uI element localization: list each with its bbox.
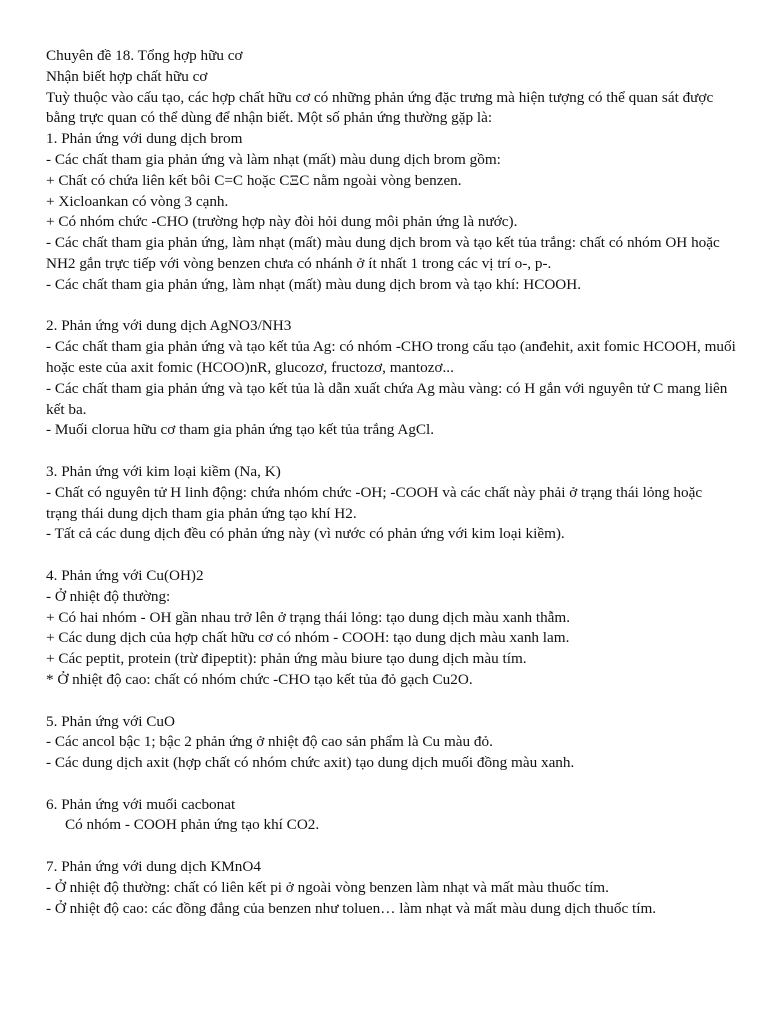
section-heading: 7. Phản ứng với dung dịch KMnO4	[46, 858, 261, 876]
spacer	[46, 691, 736, 712]
section-line: - Các chất tham gia phản ứng và làm nhạt (mất) màu dung dịch brom gồm:	[46, 150, 501, 168]
section-line: - Các dung dịch axit (hợp chất có nhóm chức axit) tạo dung dịch muối đồng màu xanh.	[46, 754, 575, 772]
section-line: - Các ancol bậc 1; bậc 2 phản ứng ở nhiệt độ cao sản phẩm là Cu màu đỏ.	[46, 733, 493, 751]
section-line: - Ở nhiệt độ cao: các đồng đẳng của benzen như toluen… làm nhạt và mất màu dung dịch thuốc tím.	[46, 899, 657, 917]
section-line: - Tất cả các dung dịch đều có phản ứng này (vì nước có phản ứng với kim loại kiềm).	[46, 525, 565, 543]
spacer	[46, 296, 736, 317]
section-bromine	[46, 129, 736, 295]
section-carbonate	[46, 795, 736, 837]
section-silver-nitrate	[46, 316, 736, 441]
section-heading: 1. Phản ứng với dung dịch brom	[46, 130, 243, 148]
section-line: - Ở nhiệt độ thường:	[46, 587, 171, 605]
section-line: + Các dung dịch của hợp chất hữu cơ có nhóm - COOH: tạo dung dịch màu xanh lam.	[46, 629, 570, 647]
document-page	[46, 46, 736, 919]
spacer	[46, 441, 736, 462]
section-line: - Các chất tham gia phản ứng và tạo kết tủa là dẫn xuất chứa Ag màu vàng: có H gắn với nguyên tử C mang liên kết ba.	[46, 379, 728, 418]
document-subtitle: Nhận biết hợp chất hữu cơ	[46, 67, 208, 85]
section-line: + Có hai nhóm - OH gần nhau trở lên ở trạng thái lỏng: tạo dung dịch màu xanh thẫm.	[46, 608, 571, 626]
section-line: - Các chất tham gia phản ứng, làm nhạt (mất) màu dung dịch brom và tạo khí: HCOOH.	[46, 275, 582, 293]
section-line: - Chất có nguyên tử H linh động: chứa nhóm chức -OH; -COOH và các chất này phải ở trạng thái lỏng hoặc trạng thái dung dịch tham gia phản ứng tạo khí H2.	[46, 483, 703, 522]
section-line: - Muối clorua hữu cơ tham gia phản ứng tạo kết tủa trắng AgCl.	[46, 421, 435, 439]
section-heading: 5. Phản ứng với CuO	[46, 712, 175, 730]
document-title: Chuyên đề 18. Tổng hợp hữu cơ	[46, 47, 243, 64]
section-alkali-metal	[46, 462, 736, 545]
section-copper-hydroxide	[46, 566, 736, 691]
section-line: + Có nhóm chức -CHO (trường hợp này đòi hỏi dung môi phản ứng là nước).	[46, 213, 518, 231]
section-line: - Ở nhiệt độ thường: chất có liên kết pi ở ngoài vòng benzen làm nhạt và mất màu thuốc tím.	[46, 878, 609, 896]
section-heading: 2. Phản ứng với dung dịch AgNO3/NH3	[46, 317, 292, 335]
section-permanganate	[46, 857, 736, 919]
section-line: * Ở nhiệt độ cao: chất có nhóm chức -CHO tạo kết tủa đỏ gạch Cu2O.	[46, 670, 473, 688]
section-heading: 6. Phản ứng với muối cacbonat	[46, 795, 236, 813]
spacer	[46, 836, 736, 857]
spacer	[46, 774, 736, 795]
spacer	[46, 545, 736, 566]
section-line: + Chất có chứa liên kết bôi C=C hoặc CΞC nằm ngoài vòng benzen.	[46, 171, 462, 189]
section-line: - Các chất tham gia phản ứng, làm nhạt (mất) màu dung dịch brom và tạo kết tủa trắng: chất có nhóm OH hoặc NH2 gắn trực tiếp với vòng benzen chưa có nhánh ở ít nhất 1 trong các vị trí o-, p-.	[46, 234, 720, 272]
intro-paragraph: Tuỳ thuộc vào cấu tạo, các hợp chất hữu cơ có những phản ứng đặc trưng mà hiện tượng có thể quan sát được bằng trực quan có thể dùng để nhận biết. Một số phản ứng thường gặp là:	[46, 88, 714, 127]
section-line: + Xicloankan có vòng 3 cạnh.	[46, 192, 229, 210]
section-copper-oxide	[46, 712, 736, 774]
section-heading: 4. Phản ứng với Cu(OH)2	[46, 566, 204, 584]
section-heading: 3. Phản ứng với kim loại kiềm (Na, K)	[46, 462, 281, 480]
section-line: - Các chất tham gia phản ứng và tạo kết tủa Ag: có nhóm -CHO trong cấu tạo (anđehit, axit fomic HCOOH, muối hoặc este của axit fomic (HCOO)nR, glucozơ, fructozơ, mantozơ...	[46, 338, 736, 376]
section-line: Có nhóm - COOH phản ứng tạo khí CO2.	[65, 816, 320, 834]
section-line: + Các peptit, protein (trừ đipeptit): phản ứng màu biure tạo dung dịch màu tím.	[46, 650, 527, 668]
